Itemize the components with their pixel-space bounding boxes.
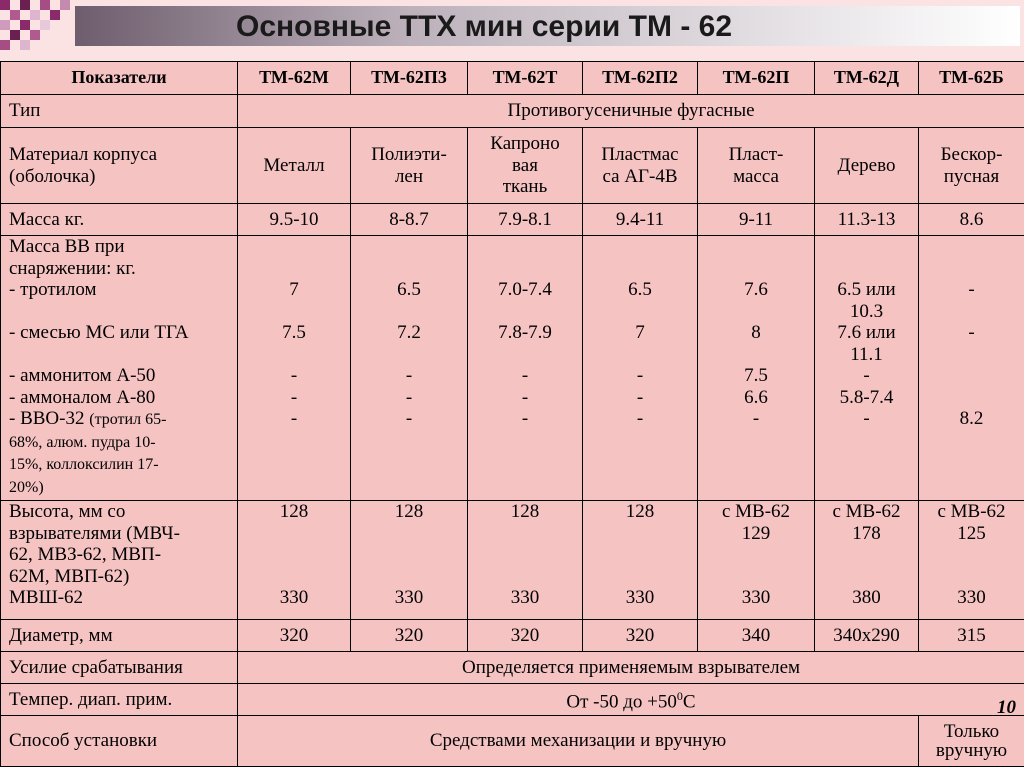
table-cell: с МВ-62 125 330 (919, 501, 1024, 620)
header-model: ТМ-62Д (815, 62, 919, 95)
table-cell: 128 330 (238, 501, 351, 620)
table-cell: 320 (238, 620, 351, 652)
table-row (1, 501, 1024, 620)
table-cell: 9-11 (698, 204, 815, 236)
table-row (1, 236, 1024, 501)
table-cell: 320 (583, 620, 698, 652)
table-row (1, 128, 1024, 204)
table-row (1, 716, 1024, 767)
slide-number: 10 (997, 697, 1016, 718)
table-cell: 8.6 (919, 204, 1024, 236)
table-cell: с МВ-62 129 330 (698, 501, 815, 620)
header-label: Показатели (1, 62, 238, 95)
table-cell: Капроно вая ткань (468, 128, 583, 204)
table-cell: 128 330 (351, 501, 468, 620)
explosive-label: Масса ВВ при снаряжении: кг. - тротилом - смесью МС или ТГА - аммонитом А-50 - аммоналом А-80 - ВВО-32 (9, 236, 189, 429)
table-cell: 128 330 (583, 501, 698, 620)
table-cell: Только вручную (919, 716, 1024, 767)
table-cell: 320 (468, 620, 583, 652)
row-label: Материал корпуса (оболочка) (1, 128, 238, 204)
table-cell: Полиэти- лен (351, 128, 468, 204)
table-cell: 315 (919, 620, 1024, 652)
table-row (1, 684, 1024, 716)
row-label: Масса кг. (1, 204, 238, 236)
table-cell: 9.5-10 (238, 204, 351, 236)
table-cell: 11.3-13 (815, 204, 919, 236)
table-cell (238, 684, 1024, 716)
row-label: Высота, мм со взрывателями (МВЧ- 62, МВЗ-62, МВП- 62М, МВП-62) МВШ-62 (1, 501, 238, 620)
header-model: ТМ-62П2 (583, 62, 698, 95)
specs-table (0, 61, 1024, 767)
table-row (1, 95, 1024, 128)
table-cell: 340х290 (815, 620, 919, 652)
corner-decoration (0, 0, 80, 60)
header-model: ТМ-62Т (468, 62, 583, 95)
page-title: Основные ТТХ мин серии ТМ - 62 (236, 10, 733, 43)
header-model: ТМ-62М (238, 62, 351, 95)
table-cell: - - 8.2 (919, 236, 1024, 501)
explosive-label-note: (тротил 65- 68%, алюм. пудра 10- 15%, коллоксилин 17- 20%) (9, 411, 167, 496)
table-cell: Противогусеничные фугасные (238, 95, 1024, 128)
header-row (1, 62, 1024, 95)
table-cell: 7.0-7.4 7.8-7.9 - - - (468, 236, 583, 501)
table-cell: 320 (351, 620, 468, 652)
table-cell: 6.5 7.2 - - - (351, 236, 468, 501)
row-label: Способ установки (1, 716, 238, 767)
row-label: Усилие срабатывания (1, 652, 238, 684)
table-cell: 6.5 7 - - - (583, 236, 698, 501)
table-cell: 8-8.7 (351, 204, 468, 236)
table-cell: 7.9-8.1 (468, 204, 583, 236)
table-cell: Средствами механизации и вручную (238, 716, 919, 767)
temp-range-unit: С (682, 691, 696, 713)
table-cell: 128 330 (468, 501, 583, 620)
table-cell: 7 7.5 - - - (238, 236, 351, 501)
table-cell: Определяется применяемым взрывателем (238, 652, 1024, 684)
table-cell: с МВ-62 178 380 (815, 501, 919, 620)
table-cell: 340 (698, 620, 815, 652)
table-cell: Бескор- пусная (919, 128, 1024, 204)
table-cell: Металл (238, 128, 351, 204)
table-cell: 7.6 8 7.5 6.6 - (698, 236, 815, 501)
table-cell: 6.5 или 10.3 7.6 или 11.1 - 5.8-7.4 - (815, 236, 919, 501)
temp-range-prefix: От -50 до +50 (566, 691, 677, 713)
table-row (1, 620, 1024, 652)
table-cell: Пласт- масса (698, 128, 815, 204)
row-label (1, 236, 238, 501)
table-cell: Пластмас са АГ-4В (583, 128, 698, 204)
header-model: ТМ-62П3 (351, 62, 468, 95)
table-row (1, 652, 1024, 684)
temp-range-degree: 0 (676, 689, 683, 704)
row-label: Темпер. диап. прим. (1, 684, 238, 716)
table-cell: 9.4-11 (583, 204, 698, 236)
table-row (1, 204, 1024, 236)
row-label: Тип (1, 95, 238, 128)
table-cell: Дерево (815, 128, 919, 204)
row-label: Диаметр, мм (1, 620, 238, 652)
header-model: ТМ-62Б (919, 62, 1024, 95)
header-model: ТМ-62П (698, 62, 815, 95)
